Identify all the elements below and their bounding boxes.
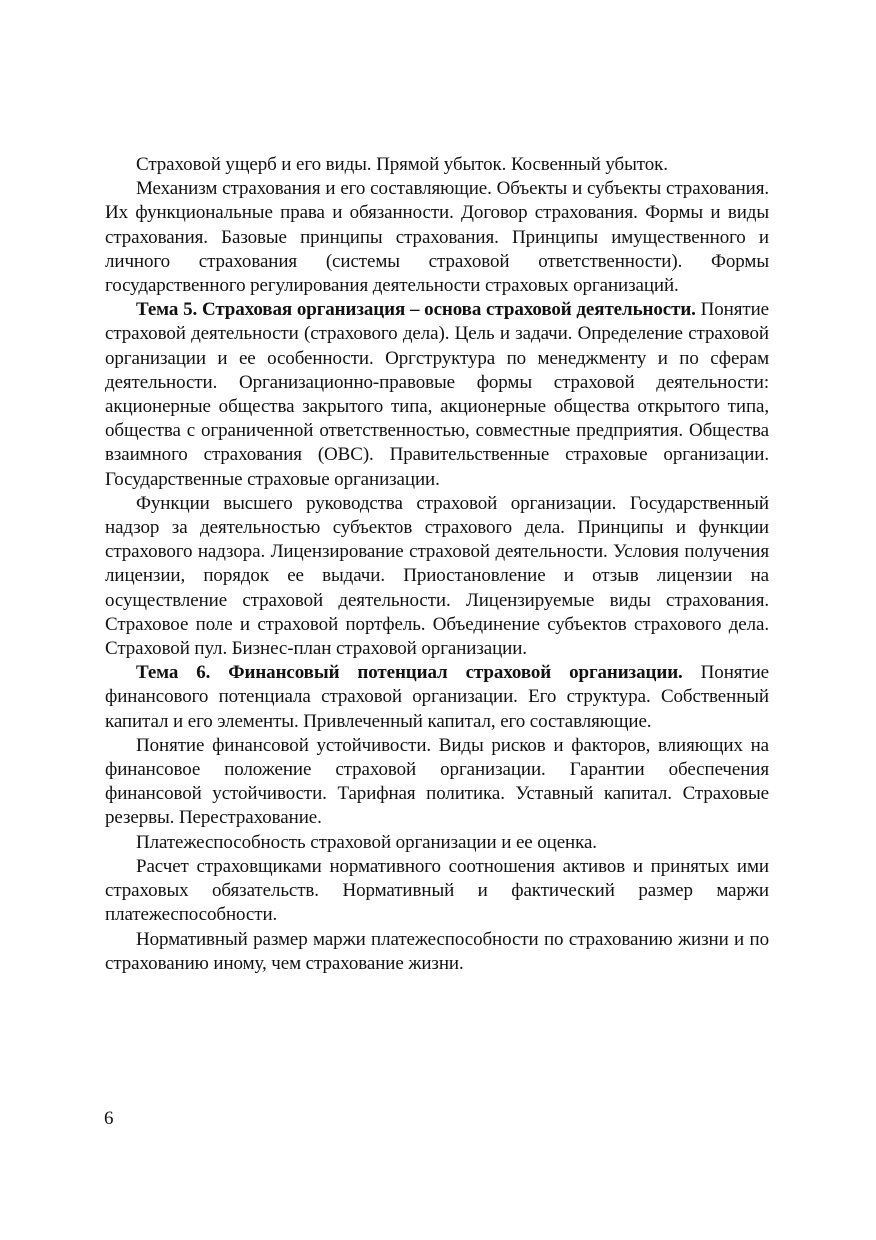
paragraph-text: Расчет страховщиками нормативного соотношения активов и принятых ими страховых обязательств. Нормативный и фактический размер маржи платежеспособности.: [105, 855, 769, 926]
paragraph: [105, 831, 769, 855]
paragraph-text: Понятие финансовой устойчивости. Виды рисков и факторов, влияющих на финансовое положение страховой организации. Гарантии обеспечения финансовой устойчивости. Тарифная политика. Уставный капитал. Страховые резервы. Перестрахование.: [105, 734, 769, 829]
paragraph: [105, 734, 769, 831]
paragraph-text: Страховой ущерб и его виды. Прямой убыток. Косвенный убыток.: [136, 154, 668, 175]
section-heading: Тема 6. Финансовый потенциал страховой организации.: [136, 662, 683, 684]
paragraph: [105, 492, 769, 661]
paragraph-text: Понятие страховой деятельности (страхового дела). Цель и задачи. Определение страховой организации и ее особенности. Оргструктура по менеджменту и по сферам деятельности. Организационно-правовые формы страховой деятельности: акционерные общества закрытого типа, акционерные общества открытого типа, общества с ограниченной ответственностью, совместные предприятия. Общества взаимного страхования (ОВС). Правительственные страховые организации. Государственные страховые организации.: [105, 299, 769, 490]
paragraph: [105, 177, 769, 298]
section-heading: Тема 5. Страховая организация – основа страховой деятельности.: [136, 299, 696, 321]
paragraph-text: Понятие финансового потенциала страховой организации. Его структура. Собственный капитал и его элементы. Привлеченный капитал, его составляющие.: [105, 662, 770, 732]
paragraph: [105, 928, 769, 976]
page-number: 6: [104, 1108, 114, 1129]
paragraph: [105, 855, 769, 928]
paragraph-text: Функции высшего руководства страховой организации. Государственный надзор за деятельностью субъектов страхового дела. Принципы и функции страхового надзора. Лицензирование страховой деятельности. Условия получения лицензии, порядок ее выдачи. Приостановление и отзыв лицензии на осуществление страховой деятельности. Лицензируемые виды страхования. Страховое поле и страховой портфель. Объединение субъектов страхового дела. Страховой пул. Бизнес-план страховой организации.: [105, 492, 769, 660]
paragraph: [105, 661, 769, 734]
paragraph-text: Нормативный размер маржи платежеспособности по страхованию жизни и по страхованию иному, чем страхование жизни.: [105, 928, 769, 974]
paragraph: [105, 153, 769, 177]
paragraph-text: Механизм страхования и его составляющие. Объекты и субъекты страхования. Их функциональные права и обязанности. Договор страхования. Формы и виды страхования. Базовые принципы страхования. Принципы имущественного и личного страхования (системы страховой ответственности). Формы государственного регулирования деятельности страховых организаций.: [105, 178, 769, 297]
paragraph-text: Платежеспособность страховой организации и ее оценка.: [136, 831, 597, 853]
paragraph: [105, 298, 769, 492]
page-body: [105, 153, 769, 976]
